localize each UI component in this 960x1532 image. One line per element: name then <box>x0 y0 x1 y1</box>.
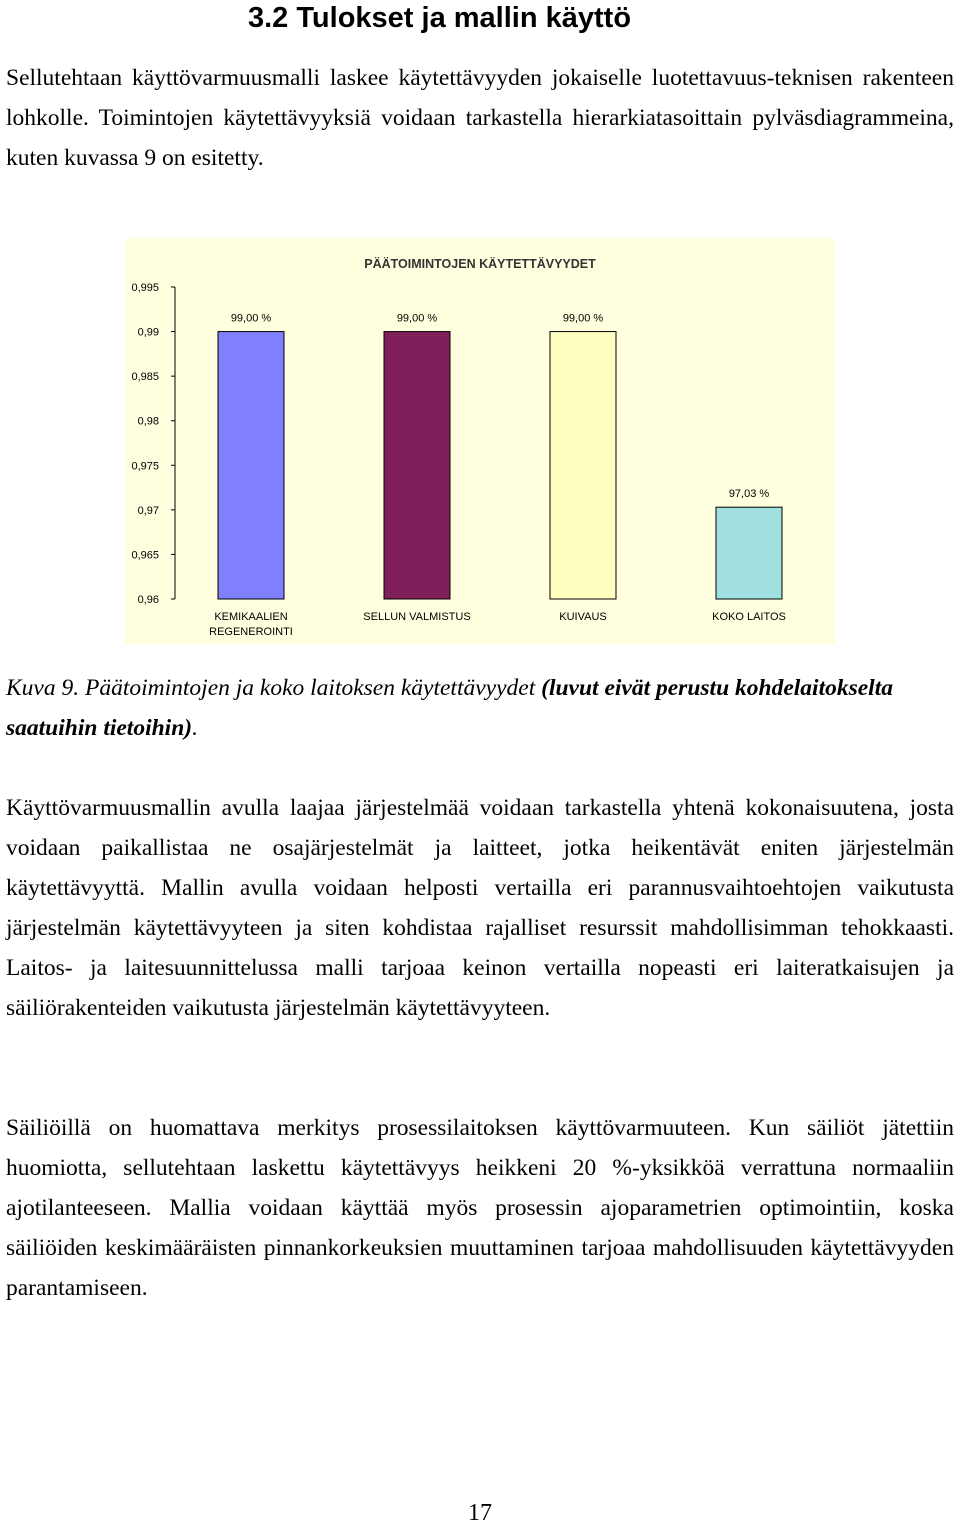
availability-bar-chart <box>125 238 835 644</box>
section-heading: 3.2 Tulokset ja mallin käyttö <box>248 2 632 34</box>
caption-italic: Kuva 9. Päätoimintojen ja koko laitoksen käytettävyydet <box>6 675 542 701</box>
y-tick-label: 0,985 <box>131 371 159 384</box>
intro-paragraph: Sellutehtaan käyttövarmuusmalli laskee käytettävyyden jokaiselle luotettavuus-teknisen rakenteen lohkolle. Toimintojen käytettävyyksiä voidaan tarkastella hierarkiatasoittain pylväsdiagrammeina, kuten kuvassa 9 on esitetty. <box>6 65 954 171</box>
chart-title: PÄÄTOIMINTOJEN KÄYTETTÄVYYDET <box>364 257 596 271</box>
caption-end: . <box>192 715 198 741</box>
bar <box>384 332 450 599</box>
data-label: 99,00 % <box>230 312 272 325</box>
body-paragraph-tanks: Säiliöillä on huomattava merkitys prosessilaitoksen käyttövarmuuteen. Kun säiliöt jätettiin huomiotta, sellutehtaan laskettu käytettävyys heikkeni 20 %-yksikköä verrattuna normaaliin ajotilanteeseen. Mallia voidaan käyttää myös prosessin ajoparametrien optimointiin, koska säiliöiden keskimääräisten pinnankorkeuksien muuttaminen tarjoaa mahdollisuuden käytettävyyden parantamiseen. <box>6 1115 954 1301</box>
figure-caption <box>6 668 954 748</box>
y-tick-label: 0,98 <box>137 415 159 428</box>
page-number: 17 <box>468 1500 492 1526</box>
data-label: 99,00 % <box>396 312 438 325</box>
category-label: SELLUN VALMISTUS <box>363 611 471 623</box>
data-label: 97,03 % <box>728 488 770 501</box>
data-label: 99,00 % <box>562 312 604 325</box>
y-tick-label: 0,99 <box>137 326 159 339</box>
category-label: REGENEROINTI <box>209 626 293 638</box>
category-label: KUIVAUS <box>559 611 607 623</box>
bar <box>716 507 782 599</box>
y-tick-label: 0,995 <box>131 282 159 294</box>
bar <box>550 332 616 599</box>
y-tick-label: 0,975 <box>131 460 159 473</box>
category-label: KOKO LAITOS <box>712 611 786 623</box>
caption-bold: (luvut eivät perustu kohdelaitokselta saatuihin tietoihin) <box>6 675 893 741</box>
body-paragraph-model-usage: Käyttövarmuusmallin avulla laajaa järjestelmää voidaan tarkastella yhtenä kokonaisuutena, josta voidaan paikallistaa ne osajärjestelmät ja laitteet, jotka heikentävät eniten järjestelmän käytettävyyttä. Mallin avulla voidaan helposti vertailla eri parannusvaihtoehtojen vaikutusta järjestelmän käytettävyyteen ja siten kohdistaa rajalliset resurssit mahdollisimman tehokkaasti. Laitos- ja laitesuunnittelussa malli tarjoaa keinon vertailla nopeasti eri laiteratkaisujen ja säiliörakenteiden vaikutusta järjestelmän käytettävyyteen. <box>6 795 954 1021</box>
category-label: KEMIKAALIEN <box>214 611 288 623</box>
y-tick-label: 0,97 <box>137 504 159 517</box>
y-tick-label: 0,96 <box>137 594 159 606</box>
chart-svg <box>125 238 835 644</box>
bar <box>218 332 284 599</box>
y-tick-label: 0,965 <box>131 549 159 562</box>
